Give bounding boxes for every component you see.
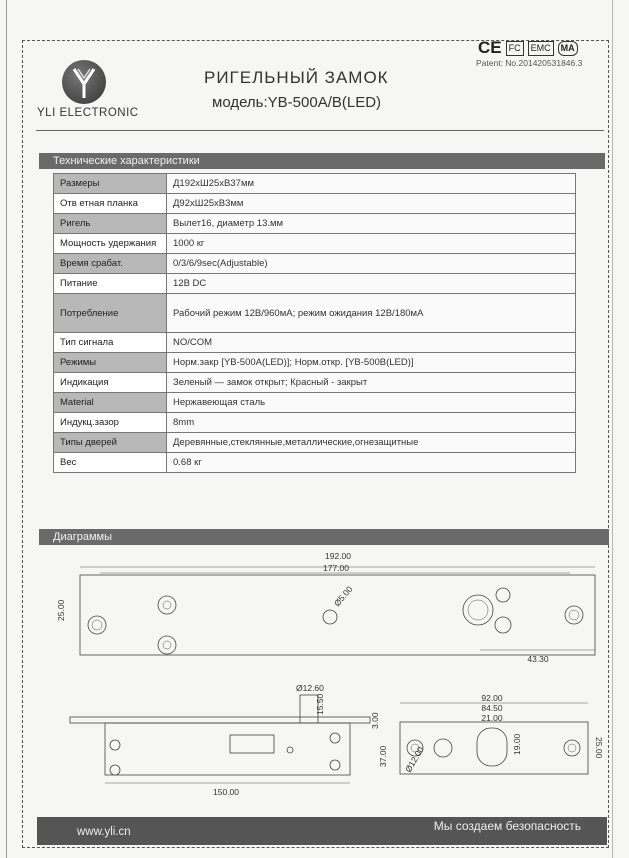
fold-line (612, 0, 613, 858)
dim-bolt-out: 15.50 (315, 693, 325, 715)
dim-plate-hole: 21.00 (481, 713, 503, 723)
model-name: модель:YB-500A/B(LED) (212, 94, 382, 111)
spec-row (54, 353, 576, 373)
ma-mark-icon: MA (558, 41, 578, 56)
footer-url[interactable]: www.yli.cn (77, 826, 131, 838)
ce-mark-icon: CE (478, 38, 502, 57)
spec-value: Д92хШ25хВ3мм (167, 194, 576, 214)
dim-plate-len: 92.00 (481, 693, 503, 703)
spec-row (54, 333, 576, 353)
spec-key: Режимы (54, 353, 167, 373)
spec-value: Норм.закр [YB-500A(LED)]; Норм.откр. [YB-500B(LED)] (167, 353, 576, 373)
spec-key: Индикация (54, 373, 167, 393)
dim-plate-w: 25.00 (594, 737, 604, 759)
spec-value: Зеленый — замок открыт; Красный - закрыт (167, 373, 576, 393)
spec-row (54, 174, 576, 194)
spec-value: Д192хШ25хВ37мм (167, 174, 576, 194)
spec-row (54, 234, 576, 254)
spec-row (54, 373, 576, 393)
spec-row (54, 413, 576, 433)
spec-key: Отв етная планка (54, 194, 167, 214)
spec-value: Нержавеющая сталь (167, 393, 576, 413)
spec-value: Вылет16, диаметр 13.мм (167, 214, 576, 234)
cert-marks (478, 38, 578, 58)
dim-total-length: 192.00 (325, 551, 351, 561)
spec-row (54, 214, 576, 234)
spec-value: 0/3/6/9sec(Adjustable) (167, 254, 576, 274)
spec-row (54, 194, 576, 214)
lock-side-outline (105, 723, 350, 775)
spec-key: Мощность удержания (54, 234, 167, 254)
spec-key: Типы дверей (54, 433, 167, 453)
emc-mark-icon: EMC (528, 41, 554, 56)
spec-key: Время срабат. (54, 254, 167, 274)
spec-value: Рабочий режим 12В/960мА; режим ожидания 12В/180мА (167, 294, 576, 333)
dim-hole: Ø5.00 (331, 584, 355, 609)
spec-key: Размеры (54, 174, 167, 194)
spec-row (54, 254, 576, 274)
spec-key: Тип сигнала (54, 333, 167, 353)
specs-table (53, 173, 576, 473)
spec-key: Material (54, 393, 167, 413)
spec-row (54, 453, 576, 473)
spec-value: 12В DC (167, 274, 576, 294)
spec-value: 8mm (167, 413, 576, 433)
spec-value: Деревянные,стеклянные,металлические,огнезащитные (167, 433, 576, 453)
spec-value: 0.68 кг (167, 453, 576, 473)
patent-number: Patent: No.201420531846.3 (476, 58, 583, 68)
dim-body-length: 150.00 (213, 787, 239, 797)
spec-value: 1000 кг (167, 234, 576, 254)
dim-body-height: 37.00 (378, 745, 388, 767)
spec-key: Питание (54, 274, 167, 294)
spec-row (54, 393, 576, 413)
footer-bar (37, 817, 607, 845)
spec-key: Потребление (54, 294, 167, 333)
dim-plate-thick: 3.00 (370, 712, 380, 729)
spec-value: NO/COM (167, 333, 576, 353)
page-title: РИГЕЛЬНЫЙ ЗАМОК (204, 68, 389, 87)
fc-mark-icon: FC (506, 41, 524, 56)
lock-body-outline (80, 575, 595, 655)
footer-slogan: Мы создаем безопасность (433, 819, 581, 833)
spec-row (54, 274, 576, 294)
section-header-diagrams: Диаграммы (39, 529, 609, 545)
yli-logo-icon (62, 60, 106, 104)
dim-plate-circle: Ø12.00 (403, 744, 426, 774)
dim-inner-length: 177.00 (323, 563, 349, 573)
technical-diagram (40, 545, 604, 810)
spec-key: Вес (54, 453, 167, 473)
dim-height: 25.00 (56, 599, 66, 621)
dim-plate-hole-h: 19.00 (512, 733, 522, 755)
spec-row (54, 433, 576, 453)
brand-name: YLI ELECTRONIC (37, 107, 139, 119)
spec-row (54, 294, 576, 333)
section-header-specs: Технические характеристики (39, 153, 605, 169)
dim-offset: 43.30 (527, 654, 549, 664)
dim-bolt-dia: Ø12.60 (296, 683, 324, 693)
header-divider (36, 130, 604, 131)
spec-key: Индукц.зазор (54, 413, 167, 433)
spec-key: Ригель (54, 214, 167, 234)
dim-plate-inner: 84.50 (481, 703, 503, 713)
fold-line (6, 0, 7, 858)
